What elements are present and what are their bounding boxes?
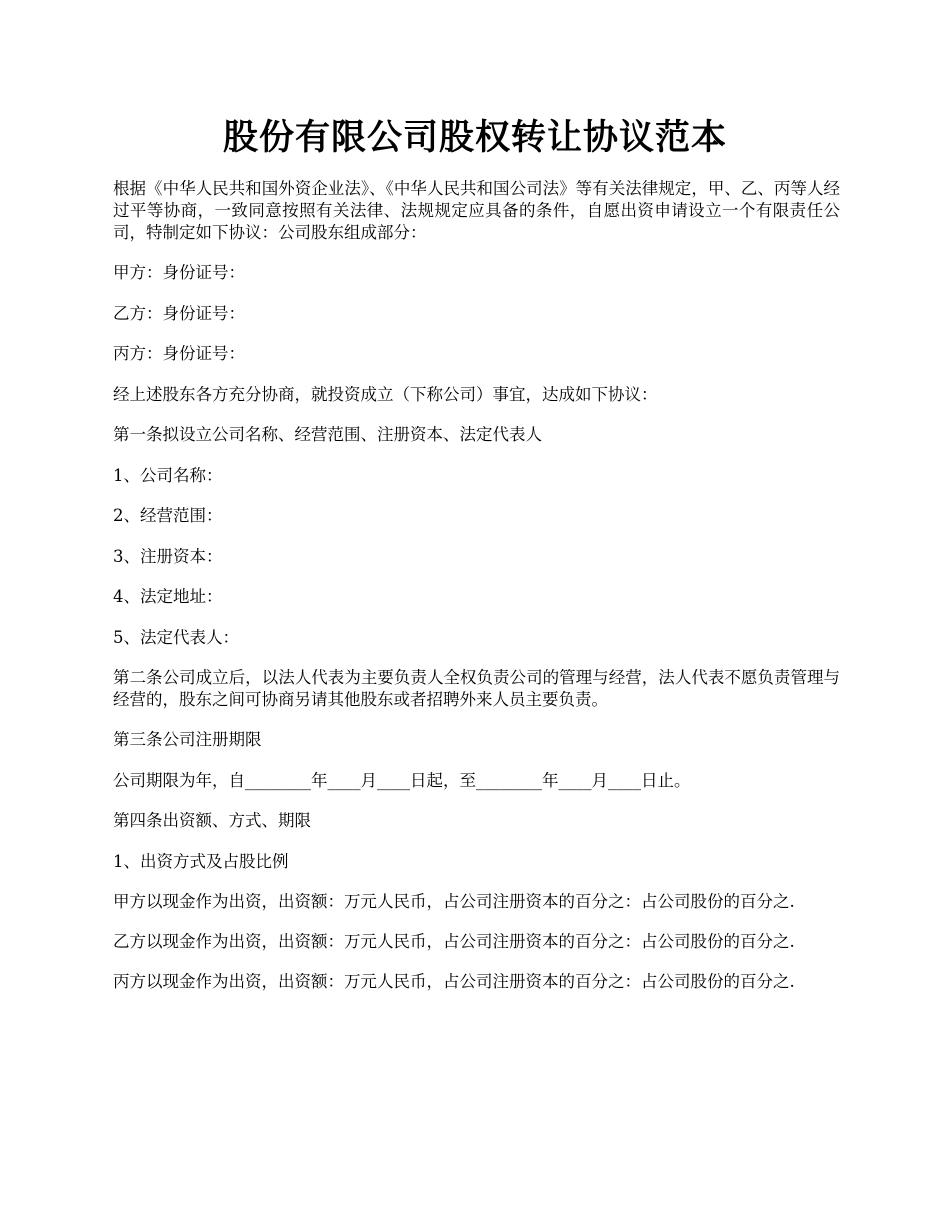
party-c-line: 丙方：身份证号： [113,344,245,363]
legal-address-line: 4、法定地址： [113,587,223,606]
article-2-paragraph: 第二条公司成立后，以法人代表为主要负责人全权负责公司的管理与经营，法人代表不愿负责管理与经营的，股东之间可协商另请其他股东或者招聘外来人员主要负责。 [113,668,840,709]
registered-capital-line: 3、注册资本： [113,546,223,566]
preamble-paragraph: 根据《中华人民共和国外资企业法》、《中华人民共和国公司法》等有关法律规定，甲、乙、丙等人经过平等协商，一致同意按照有关法律、法规规定应具备的条件，自愿出资申请设立一个有限责任公司，特制定如下协议：公司股东组成部分： [113,179,840,242]
document-body [113,178,840,1011]
term-line: 公司期限为年，自________年____月____日起，至________年____月____日止。 [113,770,691,790]
business-scope-line: 2、经营范围： [113,506,223,525]
party-a-contribution: 甲方以现金作为出资，出资额：万元人民币，占公司注册资本的百分之：占公司股份的百分之. [113,892,795,911]
contribution-method-heading: 1、出资方式及占股比例 [113,851,289,871]
article-1-heading: 第一条拟设立公司名称、经营范围、注册资本、法定代表人 [113,425,542,444]
document-title: 股份有限公司股权转让协议范本 [222,117,727,158]
article-3-heading: 第三条公司注册期限 [113,730,262,749]
legal-representative-line: 5、法定代表人： [113,627,239,647]
article-4-heading: 第四条出资额、方式、期限 [113,811,311,830]
party-b-contribution: 乙方以现金作为出资，出资额：万元人民币，占公司注册资本的百分之：占公司股份的百分之. [113,932,795,951]
company-name-line: 1、公司名称： [113,465,223,485]
agreement-intro: 经上述股东各方充分协商，就投资成立（下称公司）事宜，达成如下协议： [113,384,658,404]
party-b-line: 乙方：身份证号： [113,303,245,323]
party-c-contribution: 丙方以现金作为出资，出资额：万元人民币，占公司注册资本的百分之：占公司股份的百分之. [113,972,795,991]
party-a-line: 甲方：身份证号： [113,263,245,282]
